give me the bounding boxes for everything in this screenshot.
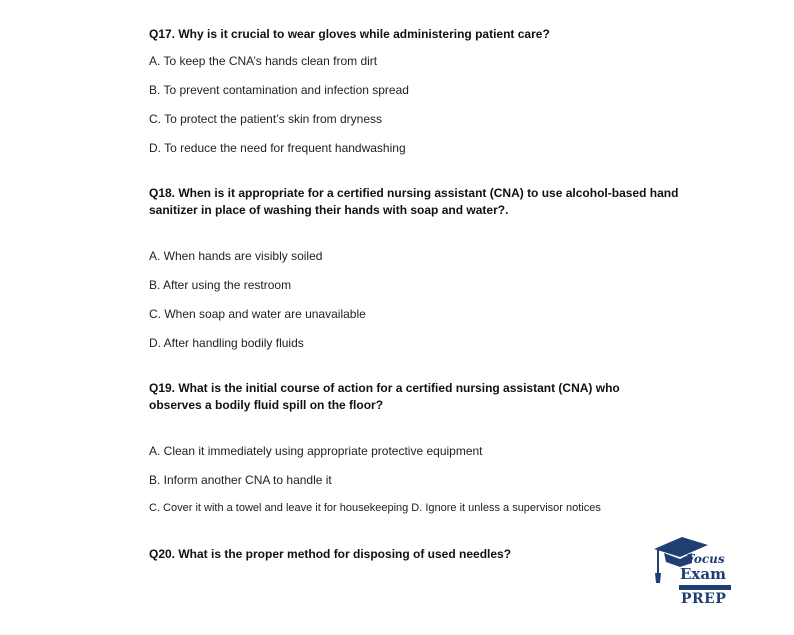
q19-option-a: A. Clean it immediately using appropriate protective equipment xyxy=(149,444,483,458)
question-20: Q20. What is the proper method for disposing of used needles? xyxy=(149,547,512,561)
q18-option-b: B. After using the restroom xyxy=(149,278,292,292)
question-18: Q18. When is it appropriate for a certified nursing assistant (CNA) to use alcohol-based hand sanitizer in place of washing their hands with soap and water?. xyxy=(149,186,679,217)
q17-option-b: B. To prevent contamination and infection spread xyxy=(149,83,409,97)
focus-exam-prep-logo xyxy=(652,533,736,613)
logo-divider-bar xyxy=(679,585,731,590)
q18-option-c: C. When soap and water are unavailable xyxy=(149,307,366,321)
logo-text-prep: PREP xyxy=(681,591,727,607)
q17-option-a: A. To keep the CNA’s hands clean from dirt xyxy=(149,54,378,68)
logo-text-exam: Exam xyxy=(680,565,726,583)
logo-text-focus: Focus xyxy=(686,552,725,566)
q19-option-b: B. Inform another CNA to handle it xyxy=(149,473,332,487)
question-19: Q19. What is the initial course of action for a certified nursing assistant (CNA) who observes a bodily fluid spill on the floor? xyxy=(149,381,620,412)
q19-option-c-d: C. Cover it with a towel and leave it for housekeeping D. Ignore it unless a supervisor notices xyxy=(149,502,601,514)
q18-option-d: D. After handling bodily fluids xyxy=(149,336,304,350)
q17-option-c: C. To protect the patient’s skin from dryness xyxy=(149,112,382,126)
q17-option-d: D. To reduce the need for frequent handwashing xyxy=(149,141,406,155)
question-17: Q17. Why is it crucial to wear gloves while administering patient care? xyxy=(149,27,550,41)
q18-option-a: A. When hands are visibly soiled xyxy=(149,249,323,263)
